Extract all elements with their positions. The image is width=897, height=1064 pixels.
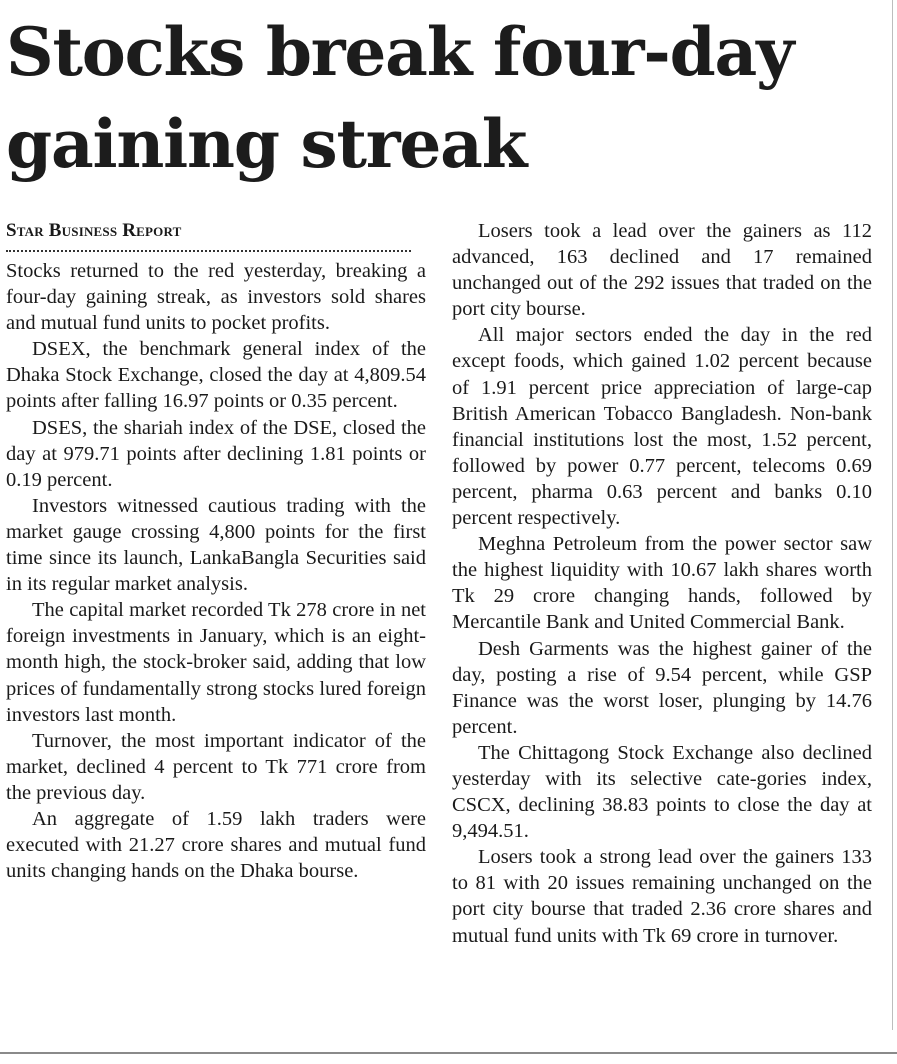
headline: [6, 6, 886, 190]
headline-line-1: Stocks break four-day: [6, 13, 794, 91]
paragraph: Stocks returned to the red yesterday, breaking a four-day gaining streak, as investors sold shares and mutual fund units to pocket profits.: [6, 260, 426, 335]
paragraph: Losers took a strong lead over the gainers 133 to 81 with 20 issues remaining unchanged on the port city bourse that traded 2.36 crore shares and mutual fund units with Tk 69 crore in turnover.: [452, 846, 872, 947]
left-column: [6, 220, 426, 949]
paragraph: All major sectors ended the day in the red except foods, which gained 1.02 percent because of 1.91 percent price appreciation of large-cap British American Tobacco Bangladesh. Non-bank financial institutions lost the most, 1.52 percent, followed by power 0.77 percent, telecoms 0.69 percent, pharma 0.63 percent and banks 0.10 percent respectively.: [452, 324, 872, 530]
paragraph: DSES, the shariah index of the DSE, closed the day at 979.71 points after declining 1.81 points or 0.19 percent.: [6, 416, 426, 491]
dotted-divider: [6, 250, 411, 252]
article-body: [6, 220, 872, 949]
paragraph: DSEX, the benchmark general index of the Dhaka Stock Exchange, closed the day at 4,809.54 points after falling 16.97 points or 0.35 percent.: [6, 338, 426, 413]
paragraph: Meghna Petroleum from the power sector saw the highest liquidity with 10.67 lakh shares worth Tk 29 crore changing hands, followed by Mercantile Bank and United Commercial Bank.: [452, 533, 872, 634]
paragraph: The Chittagong Stock Exchange also declined yesterday with its selective cate-gories index, CSCX, declining 38.83 points to close the day at 9,494.51.: [452, 741, 872, 843]
paragraph: An aggregate of 1.59 lakh traders were executed with 21.27 crore shares and mutual fund units changing hands on the Dhaka bourse.: [6, 807, 426, 883]
bottom-rule: [0, 1052, 897, 1054]
paragraph: Investors witnessed cautious trading with the market gauge crossing 4,800 points for the first time since its launch, LankaBangla Securities said in its regular market analysis.: [6, 494, 426, 596]
paragraph: Losers took a lead over the gainers as 112 advanced, 163 declined and 17 remained unchanged out of the 292 issues that traded on the port city bourse.: [452, 220, 872, 321]
paragraph: The capital market recorded Tk 278 crore in net foreign investments in January, which is an eight-month high, the stock-broker said, adding that low prices of fundamentally strong stocks lured foreign investors last month.: [6, 599, 426, 726]
paragraph: Desh Garments was the highest gainer of the day, posting a rise of 9.54 percent, while GSP Finance was the worst loser, plunging by 14.76 percent.: [452, 637, 872, 738]
paragraph: Turnover, the most important indicator of the market, declined 4 percent to Tk 771 crore from the previous day.: [6, 729, 426, 804]
column-rule: [892, 0, 893, 1030]
right-column: [452, 220, 872, 949]
headline-line-2: gaining streak: [6, 105, 527, 183]
byline: Star Business Report: [6, 220, 182, 241]
